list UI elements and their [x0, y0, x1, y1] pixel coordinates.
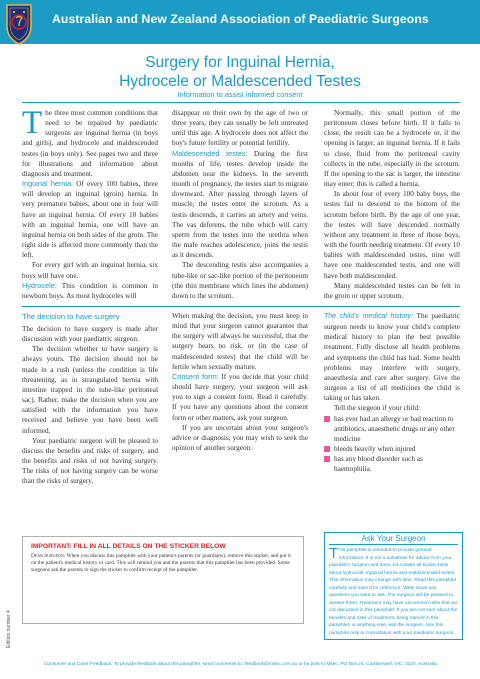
title-line-1: Surgery for Inguinal Hernia, [145, 54, 335, 71]
history-text: The paediatric surgeon needs to know your child's complete medical history to plan the best possible treatment. Fully disclose all health problems and symptoms the child has had. Some health problems may interfere with surgery, anaesthesia and care after surgery. Give the surgeon a list of all medicines the child is taking or has taken. [324, 312, 460, 403]
ask-dropcap: T [329, 545, 339, 562]
maldescended-text: During the first months of life, testes develop inside the abdomen near the kidneys. In the seventh month of pregnancy, the testes start to migrate downward. After passing through layers of muscle, the testes enter the scrotum. As a testis descends, it carries an artery and veins. The vas deferens, the tube which will carry sperm from the testes into the urethra when the male reaches adolescence, joins the testis as it descends. [172, 149, 308, 260]
header-bar [0, 0, 480, 44]
intro-column-3 [324, 108, 460, 301]
decision-paragraph-3: Your paediatric surgeon will be pleased to discuss the benefits and risks of surgery, and the benefits and risks of not having surgery. The risks of not having surgery can be worse than the risks of surgery. [22, 436, 158, 486]
peritoneum-paragraph: Normally, this small portion of the peritoneum closes before birth. If it fails to close, the result can be a hydrocele or, if the opening is larger, an inguinal hernia. If it fails to close, fluid from the peritoneal cavity collects in the tube, especially in the scrotum. If the opening to the sac is larger, the intestine may enter; this is called a hernia. [324, 109, 460, 189]
feedback-footer: Consumer and Carer Feedback: To provide feedback about this pamphlet, send comments to: feedback@mitec.com.au or by post to Mitec, PO Box 24, Camberwell, VIC, 3124, Australia. [43, 662, 439, 667]
groin-paragraph: Many maldescended testes can be felt in the groin or upper scrotum. [324, 281, 460, 300]
sticker-box [22, 536, 304, 624]
consent-label: Consent form: [172, 371, 219, 381]
descending-testis-paragraph: The descending testis also accompanies a tube-like or sac-like portion of the peritoneum (the thin membrane which lines the abdomen) down to the scrotum. [172, 261, 308, 300]
title-line-2: Hydrocele or Maldescended Testes [119, 73, 361, 90]
hernia-label: Inguinal hernia: [22, 179, 74, 189]
ask-surgeon-box [324, 532, 463, 640]
sticker-lead: Dear Surgeon: [31, 553, 66, 559]
decision-paragraph-4: When making the decision, you must keep in mind that your surgeon cannot guarantee that the surgery will always be successful, that the surgery bears no risk, or (in the case of maldescended testes) that the child will be fertile when sexually mature. [172, 312, 308, 371]
ask-surgeon-title: Ask Your Surgeon [361, 534, 426, 543]
hydrocele-text: This condition is common in newborn boys. As most hydroceles will [22, 281, 158, 300]
decision-paragraph-1: The decision to have surgery is made after discussion with your paediatric surgeon. [22, 325, 158, 344]
org-name: Australian and New Zealand Association of Paediatric Surgeons [52, 12, 429, 26]
page-subtitle: Information to assist informed consent [177, 90, 303, 99]
intro-column-2 [172, 108, 308, 301]
tell-surgeon-line: Tell the surgeon if your child: [334, 404, 421, 413]
intro-paragraph-1: he three most common conditions that need to be repaired by paediatric surgeons are inguinal hernia (in boys and girls), and hydrocele and maldescended testes (in boys only). See pages two and three for illustrations and information about diagnosis and treatment. [22, 109, 158, 178]
divider-middle [22, 306, 460, 307]
decision-column-2 [172, 311, 308, 453]
history-bullet-list [324, 414, 460, 475]
list-item: bleeds heavily when injured [324, 444, 460, 454]
dropcap-t: T [22, 105, 43, 141]
maldescended-label: Maldescended testes: [172, 148, 248, 158]
ask-divider [329, 544, 458, 545]
six-boys-paragraph: For every girl with an inguinal hernia, six boys will have one. [22, 261, 158, 280]
sticker-title: IMPORTANT: FILL IN ALL DETAILS ON THE STICKER BELOW [31, 543, 226, 550]
ask-surgeon-text [329, 547, 458, 638]
sticker-text [31, 553, 296, 574]
divider-top [22, 102, 460, 103]
sticker-body: When you discuss this pamphlet with your patient's parents (or guardians), remove this sticker, and put it on the patient's medical history or card. This will remind you and the parents that this pamphlet has been provided. Some surgeons ask the parents to sign the sticker to confirm receipt of the pamphlet. [31, 553, 291, 574]
hydrocele-continued: disappear on their own by the age of two or three years, they can usually be left untreated until this age. A hydrocele does not affect the boy's future fertility or potential fertility. [172, 109, 308, 148]
crest-icon [4, 2, 34, 46]
edition-number: Edition number 4 [6, 610, 12, 648]
history-column [324, 311, 460, 475]
decision-paragraph-5: If you are uncertain about your surgeon's advice or diagnosis, you may wish to seek the opinion of another surgeon. [172, 423, 308, 453]
history-label: The child's medical history: [324, 313, 414, 320]
hydrocele-label: Hydrocele: [22, 280, 57, 290]
decision-heading: The decision to have surgery [22, 312, 120, 321]
decision-paragraph-2: The decision whether to have surgery is always yours. The decision should not be made in a rush (unless the condition is life threatening, as in strangulated hernia with intestine trapped in the tube-like peritoneal sac). Rather, make the decision when you are satisfied with the information you have received and believe you have been well informed. [22, 345, 158, 435]
intro-column-1 [22, 105, 158, 301]
hernia-text: Of every 100 babies, three will develop an inguinal (groin) hernia. In very premature babies, about one in four will have an inguinal hernia. Of every 10 babies with an inguinal hernia, one will have an inguinal hernia on both sides of the groin. The right side is affected more commonly than the left. [22, 180, 158, 260]
list-item: has ever had an allergy or bad reaction to antibiotics, anaesthetic drugs or any other medicine [324, 414, 460, 444]
consent-text: If you decide that your child should have surgery, your surgeon will ask you to sign a consent form. Read it carefully. If you have any questions about the consent form or other matters, ask your surgeon. [172, 372, 308, 422]
ask-surgeon-body: his pamphlet is intended to provide general information. It is not a substitute for advice from your paediatric surgeon and does not contain all known facts about hydrocele, inguinal hernia and maldescended testes. This information may change with time. Read this pamphlet carefully and save it for reference. Write down any questions you want to ask. The surgeon will be pleased to answer them. Treatment may have uncommon risks that are not discussed in this pamphlet. If you are not sure about the benefits and risks of treatment, being named in this pamphlet, or anything else, ask the surgeon. Use this pamphlet only in consultation with your paediatric surgeon. [329, 548, 458, 637]
baby-boys-paragraph: In about four of every 100 baby boys, the testes fail to descend to the bottom of the scrotum before birth. By the age of one year, the testes will have descended normally without any treatment in three of those boys, with the fourth needing treatment. Of every 10 babies with maldescended testes, nine will have one maldescended testis, and one will have both maldescended. [324, 190, 460, 280]
page-title [60, 53, 420, 91]
list-item: has any blood disorder such as haemophilia. [324, 454, 460, 474]
decision-column-1 [22, 311, 158, 487]
